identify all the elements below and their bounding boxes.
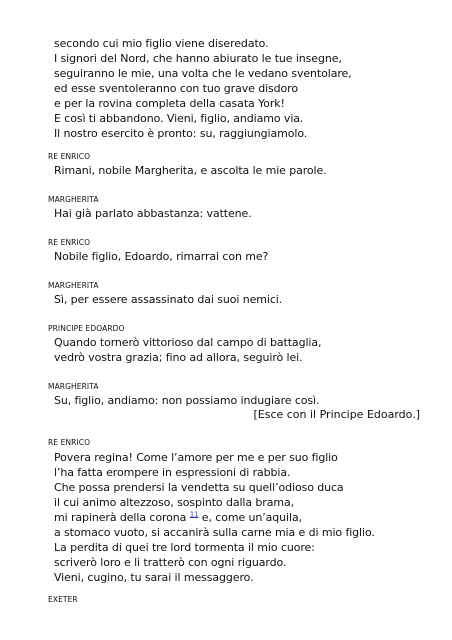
- verse-line: E così ti abbandono. Vieni, figlio, andiamo via.: [54, 112, 304, 125]
- verse-line: secondo cui mio figlio viene diseredato.: [54, 37, 269, 50]
- verse-line: Che possa prendersi la vendetta su quell’odioso duca: [54, 481, 344, 494]
- verse-line: Sì, per essere assassinato dai suoi nemici.: [54, 293, 283, 306]
- speaker-label: RE ENRICO: [48, 438, 91, 447]
- speaker-label: PRINCIPE EDOARDO: [48, 324, 125, 333]
- verse-line: Hai già parlato abbastanza: vattene.: [54, 207, 252, 220]
- verse-line: e per la rovina completa della casata York!: [54, 97, 285, 110]
- verse-line: a stomaco vuoto, si accanirà sulla carne mia e di mio figlio.: [54, 526, 375, 539]
- verse-line: scriverò loro e li tratterò con ogni riguardo.: [54, 556, 287, 569]
- speaker-label: MARGHERITA: [48, 281, 99, 290]
- verse-line: vedrò vostra grazia; fino ad allora, seguirò lei.: [54, 351, 303, 364]
- verse-line: La perdita di quei tre lord tormenta il mio cuore:: [54, 541, 315, 554]
- verse-line: Su, figlio, andiamo: non possiamo indugiare così.: [54, 394, 320, 407]
- verse-line: l’ha fatta erompere in espressioni di rabbia.: [54, 466, 291, 479]
- verse-line: I signori del Nord, che hanno abiurato le tue insegne,: [54, 52, 342, 65]
- verse-line: ed esse sventoleranno con tuo grave disdoro: [54, 82, 298, 95]
- verse-line: Nobile figlio, Edoardo, rimarrai con me?: [54, 250, 269, 263]
- verse-line: Rimani, nobile Margherita, e ascolta le mie parole.: [54, 164, 327, 177]
- speaker-label: RE ENRICO: [48, 238, 91, 247]
- verse-line: [54, 511, 302, 525]
- speaker-label: RE ENRICO: [48, 152, 91, 161]
- verse-text: e, come un’aquila,: [198, 511, 303, 524]
- speaker-label: MARGHERITA: [48, 382, 99, 391]
- verse-line: Povera regina! Come l’amore per me e per suo figlio: [54, 451, 338, 464]
- stage-direction: [Esce con il Principe Edoardo.]: [253, 408, 420, 421]
- verse-line: Quando tornerò vittorioso dal campo di battaglia,: [54, 336, 322, 349]
- verse-text: mi rapinerà della corona: [54, 511, 187, 524]
- speaker-label: EXETER: [48, 595, 78, 604]
- verse-line: seguiranno le mie, una volta che le vedano sventolare,: [54, 67, 352, 80]
- footnote-link[interactable]: 11: [189, 510, 199, 519]
- speaker-label: MARGHERITA: [48, 195, 99, 204]
- verse-line: il cui animo altezzoso, sospinto dalla brama,: [54, 496, 295, 509]
- verse-line: Il nostro esercito è pronto: su, raggiungiamolo.: [54, 127, 308, 140]
- verse-line: Vieni, cugino, tu sarai il messaggero.: [54, 571, 254, 584]
